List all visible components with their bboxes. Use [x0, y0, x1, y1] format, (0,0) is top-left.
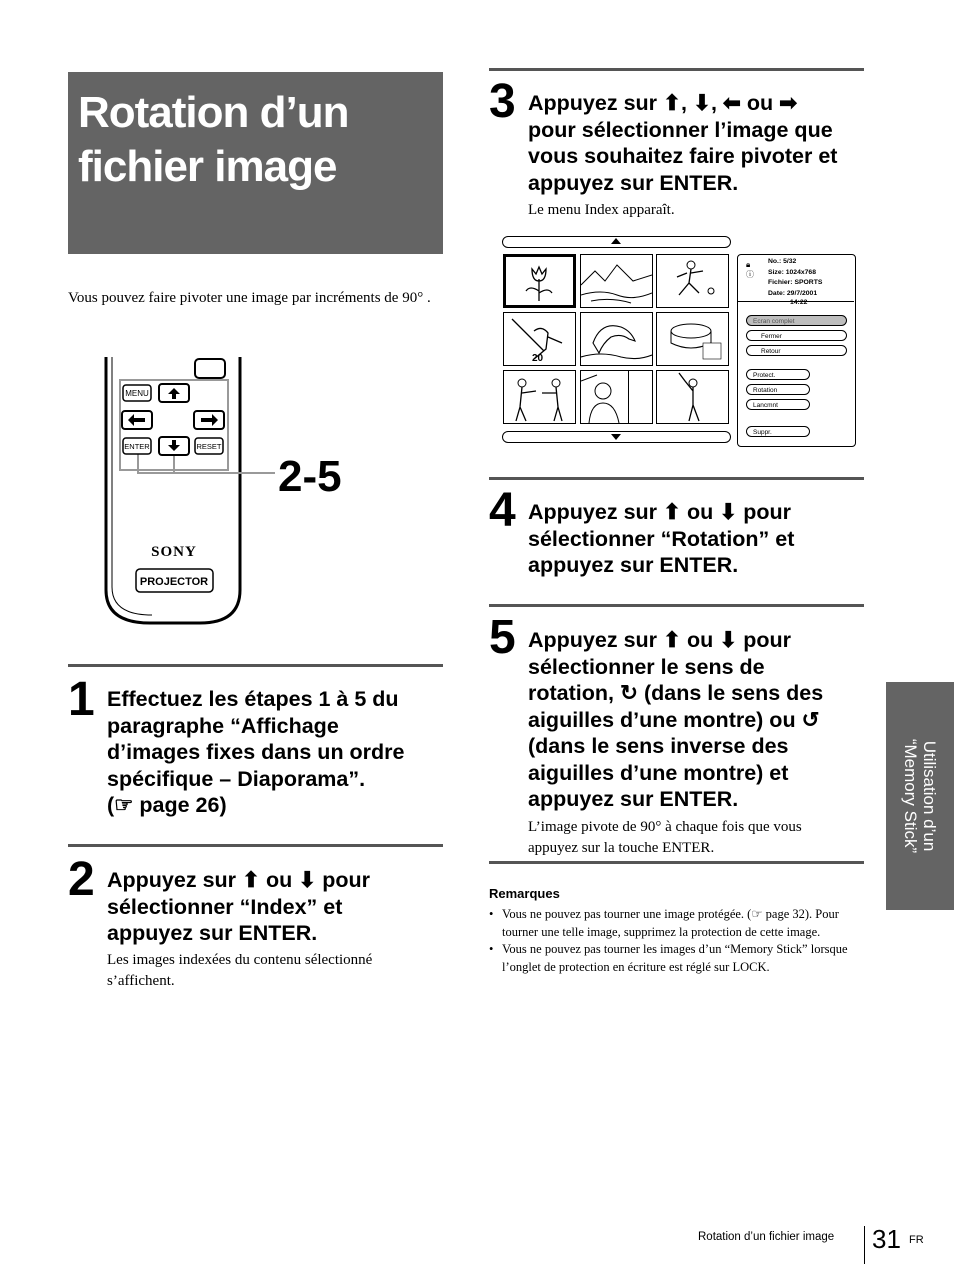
menu-item-suppr: Suppr. — [746, 426, 810, 437]
step-5-rule — [489, 604, 864, 607]
menu-item-rotation: Rotation — [746, 384, 810, 395]
thumbnail — [580, 370, 629, 424]
intro-text: Vous pouvez faire pivoter une image par incréments de 90° . — [68, 290, 431, 306]
portrait-icon — [581, 371, 628, 423]
page-number: 31 — [872, 1224, 901, 1254]
info-icon: ⓘ — [746, 270, 754, 279]
callout-label: 2-5 — [278, 452, 342, 501]
index-menu-screen — [502, 236, 856, 446]
remark-item: • Vous ne pouvez pas tourner les images d’un “Memory Stick” lorsque l’onglet de protection en écriture est réglé sur LOCK. — [489, 941, 861, 976]
step-4-rule — [489, 477, 864, 480]
thumbnail-selected — [503, 254, 576, 308]
page-title: Rotation d’un fichier image — [78, 88, 349, 191]
thumbnail — [656, 254, 729, 308]
menu-key-label: MENU — [125, 389, 149, 398]
step-5-number: 5 — [489, 611, 516, 664]
step-4-heading: Appuyez sur ⬆ ou ⬇ pour sélectionner “Rotation” et appuyez sur ENTER. — [528, 500, 795, 577]
step-5-body: L’image pivote de 90° à chaque fois que vous appuyez sur la touche ENTER. — [528, 819, 802, 856]
thumbnail — [628, 370, 653, 424]
golfer-icon — [657, 371, 728, 423]
soccer-player-icon — [657, 255, 728, 307]
footer-section-label: Rotation d’un fichier image — [698, 1231, 835, 1243]
step-3-heading: Appuyez sur ⬆, ⬇, ⬅ ou ➡ pour sélectionner l’image que vous souhaitez faire pivoter et appuyez sur ENTER. — [528, 91, 838, 195]
step-3-body: Le menu Index apparaît. — [528, 202, 675, 218]
menu-item-fermer: Fermer — [746, 330, 847, 341]
triangle-down-icon — [611, 434, 621, 440]
thumbnail — [580, 254, 653, 308]
index-side-panel — [737, 254, 856, 447]
enter-key-label: ENTER — [124, 442, 150, 451]
triangle-up-icon — [611, 238, 621, 244]
power-button — [195, 359, 225, 378]
step-1-heading: Effectuez les étapes 1 à 5 du paragraphe “Affichage d’images fixes dans un ordre spécifique – Diaporama”. (☞ page 26) — [107, 687, 405, 817]
tulip-icon — [506, 257, 573, 305]
thumbnail — [580, 312, 653, 366]
language-code: FR — [909, 1234, 924, 1246]
dolphin-icon — [581, 313, 652, 365]
menu-item-retour: Retour — [746, 345, 847, 356]
step-3-rule — [489, 68, 864, 71]
cake-icon — [657, 313, 728, 365]
sony-logo: SONY — [151, 544, 197, 560]
thumbnail — [656, 312, 729, 366]
title-banner — [68, 72, 443, 254]
remarks-list — [489, 906, 861, 976]
reset-key-label: RESET — [196, 442, 222, 451]
side-tab-label: Utilisation d’un “Memory Stick” — [901, 738, 939, 854]
lock-icon: 🔒︎ — [746, 260, 751, 269]
baseball-player-icon — [504, 313, 575, 365]
thumbnail — [503, 312, 576, 366]
remark-item: • Vous ne pouvez pas tourner une image protégée. (☞ page 32). Pour tourner une telle image, supprimez la protection de cette image. — [489, 906, 861, 941]
step-1-number: 1 — [68, 673, 95, 726]
info-text: No.: 5/32 Size: 1024x768 Fichier: SPORTS Date: 29/7/2001 14:22 — [768, 258, 823, 306]
landscape-icon — [581, 255, 652, 307]
footer-divider — [864, 1226, 865, 1264]
step-2-body: Les images indexées du contenu sélectionné s’affichent. — [107, 952, 373, 989]
svg-text:20: 20 — [532, 353, 544, 364]
step-3-number: 3 — [489, 75, 516, 128]
menu-item-protect: Protect. — [746, 369, 810, 380]
remote-illustration — [100, 355, 360, 630]
step-2-number: 2 — [68, 853, 95, 906]
step-1-rule — [68, 664, 443, 667]
step-4-number: 4 — [489, 484, 516, 537]
menu-item-lancmnt: Lancmnt — [746, 399, 810, 410]
remarks-heading: Remarques — [489, 886, 560, 901]
projector-label: PROJECTOR — [139, 576, 209, 588]
section-side-tab — [886, 682, 954, 910]
step-5-end-rule — [489, 861, 864, 864]
thumbnail — [503, 370, 576, 424]
boxers-icon — [504, 371, 575, 423]
step-2-heading: Appuyez sur ⬆ ou ⬇ pour sélectionner “Index” et appuyez sur ENTER. — [107, 868, 370, 945]
thumbnail — [656, 370, 729, 424]
menu-item-ecran-complet: Ecran complet — [746, 315, 847, 326]
step-2-rule — [68, 844, 443, 847]
step-5-heading: Appuyez sur ⬆ ou ⬇ pour sélectionner le sens de rotation, ↻ (dans le sens des aiguilles d’une montre) ou ↺ (dans le sens inverse des aiguilles d’une montre) et appuyez sur ENTER. — [528, 628, 824, 811]
